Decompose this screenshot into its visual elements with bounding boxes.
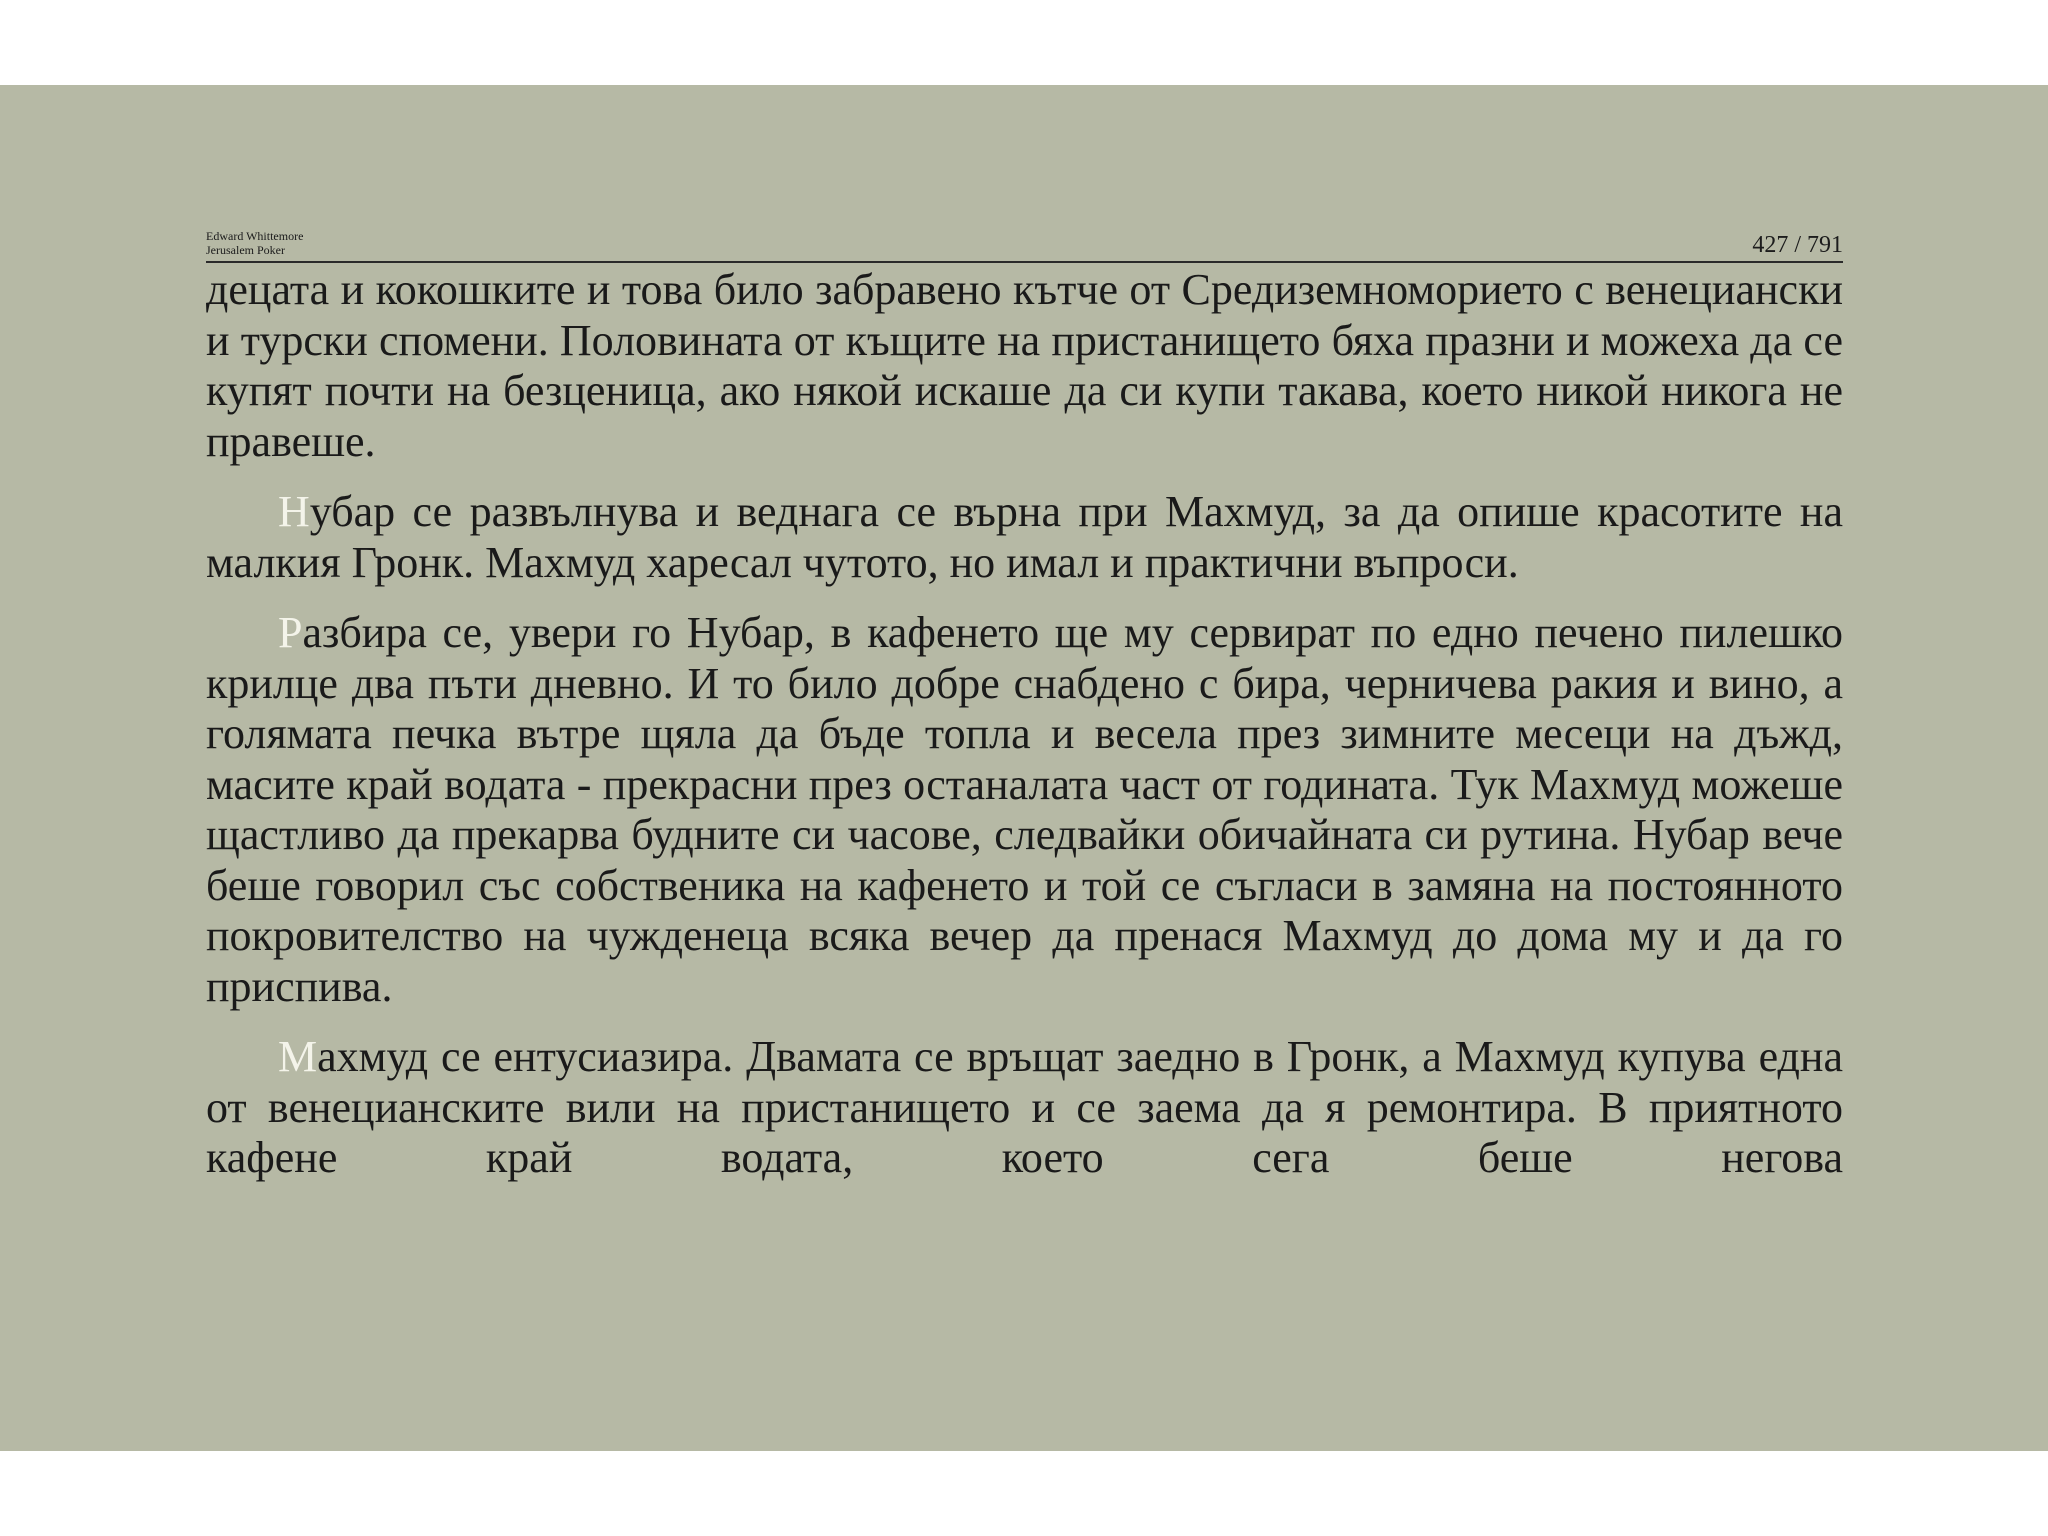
paragraph-initial: М (278, 1032, 318, 1081)
page-header (206, 135, 1843, 263)
paragraph (206, 608, 1843, 1012)
paragraph-initial: Р (278, 608, 303, 657)
paragraph-initial: Н (278, 487, 310, 536)
paragraph (206, 487, 1843, 588)
book-meta (206, 229, 303, 257)
paragraph-text: децата и кокошките и това било забравено кътче от Средиземноморието с венециански и турски спомени. Половината от къщите на пристанището бяха празни и можеха да се купят почти на безценица, ако някой искаше да си купи такава, което никой никога не правеше. (206, 265, 1843, 466)
book-title: Jerusalem Poker (206, 243, 285, 257)
paragraph-text: ахмуд се ентусиазира. Двамата се връщат заедно в Гронк, а Махмуд купува една от венецианските вили на пристанището и се заема да я ремонтира. В приятното кафене край водата, което сега беше негова (206, 1032, 1843, 1182)
page-indicator: 427 / 791 (1752, 232, 1843, 258)
paragraph (206, 265, 1843, 467)
paragraph-text: убар се развълнува и веднага се върна при Махмуд, за да опише красотите на малкия Гронк. Махмуд харесал чутото, но имал и практични въпроси. (206, 487, 1843, 587)
paragraph (206, 1032, 1843, 1184)
paragraph-text: азбира се, увери го Нубар, в кафенето ще му сервират по едно печено пилешко крилце два пъти дневно. И то било добре снабдено с бира, черничева ракия и вино, а голямата печка вътре щяла да бъде топла и весела през зимните месеци на дъжд, масите край водата - прекрасни през останалата част от годината. Тук Махмуд можеше щастливо да прекарва будните си часове, следвайки обичайната си рутина. Нубар вече беше говорил със собственика на кафенето и той се съгласи в замяна на постоянното покровителство на чужденеца всяка вечер да пренася Махмуд до дома му и да го приспива. (206, 608, 1843, 1011)
author-name: Edward Whittemore (206, 229, 304, 243)
book-text (206, 265, 1843, 1204)
